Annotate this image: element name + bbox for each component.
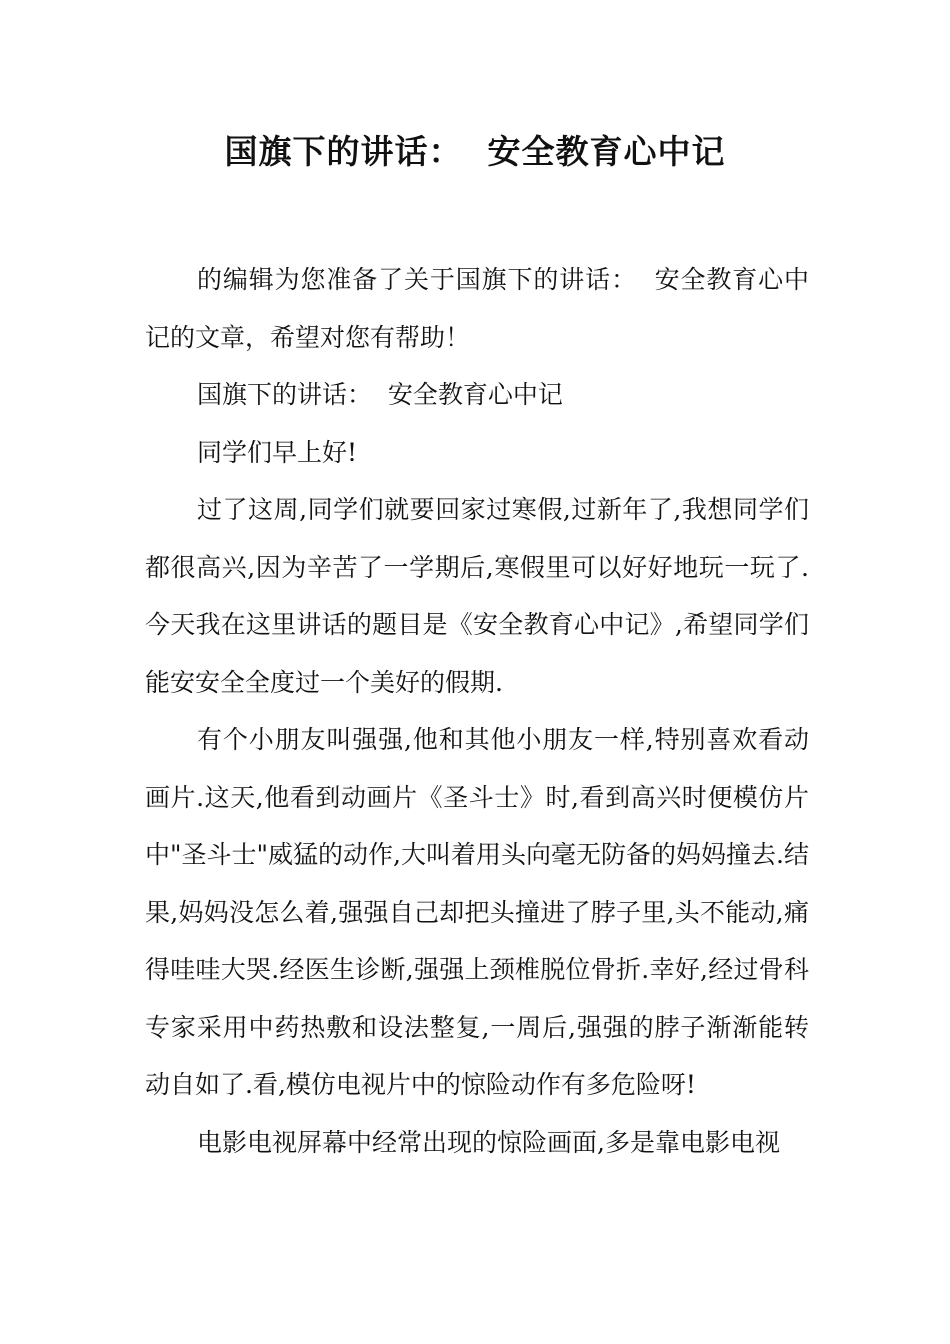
paragraph-story: 有个小朋友叫强强,他和其他小朋友一样,特别喜欢看动画片.这天,他看到动画片《圣斗士》时,看到高兴时便模仿片中"圣斗士"威猛的动作,大叫着用头向毫无防备的妈妈撞去.结果,妈妈没怎么着,强强自己却把头撞进了脖子里,头不能动,痛得哇哇大哭.经医生诊断,强强上颈椎脱位骨折.幸好,经过骨科专家采用中药热敷和设法整复,一周后,强强的脖子渐渐能转动自如了.看,模仿电视片中的惊险动作有多危险呀!: [145, 725, 809, 1099]
paragraph-intro: 的编辑为您准备了关于国旗下的讲话： 安全教育心中记的文章，希望对您有帮助！: [145, 265, 809, 352]
paragraph-movies: 电影电视屏幕中经常出现的惊险画面,多是靠电影电视: [197, 1127, 780, 1157]
document-body: [145, 251, 809, 1171]
document-title: 国旗下的讲话： 安全教育心中记: [224, 132, 726, 171]
paragraph-heading: 国旗下的讲话： 安全教育心中记: [197, 380, 563, 409]
paragraph-winter-break: 过了这周,同学们就要回家过寒假,过新年了,我想同学们都很高兴,因为辛苦了一学期后,寒假里可以好好地玩一玩了.今天我在这里讲话的题目是《安全教育心中记》,希望同学们能安安全全度过一个美好的假期.: [145, 495, 809, 697]
paragraph-greeting: 同学们早上好!: [197, 437, 358, 467]
